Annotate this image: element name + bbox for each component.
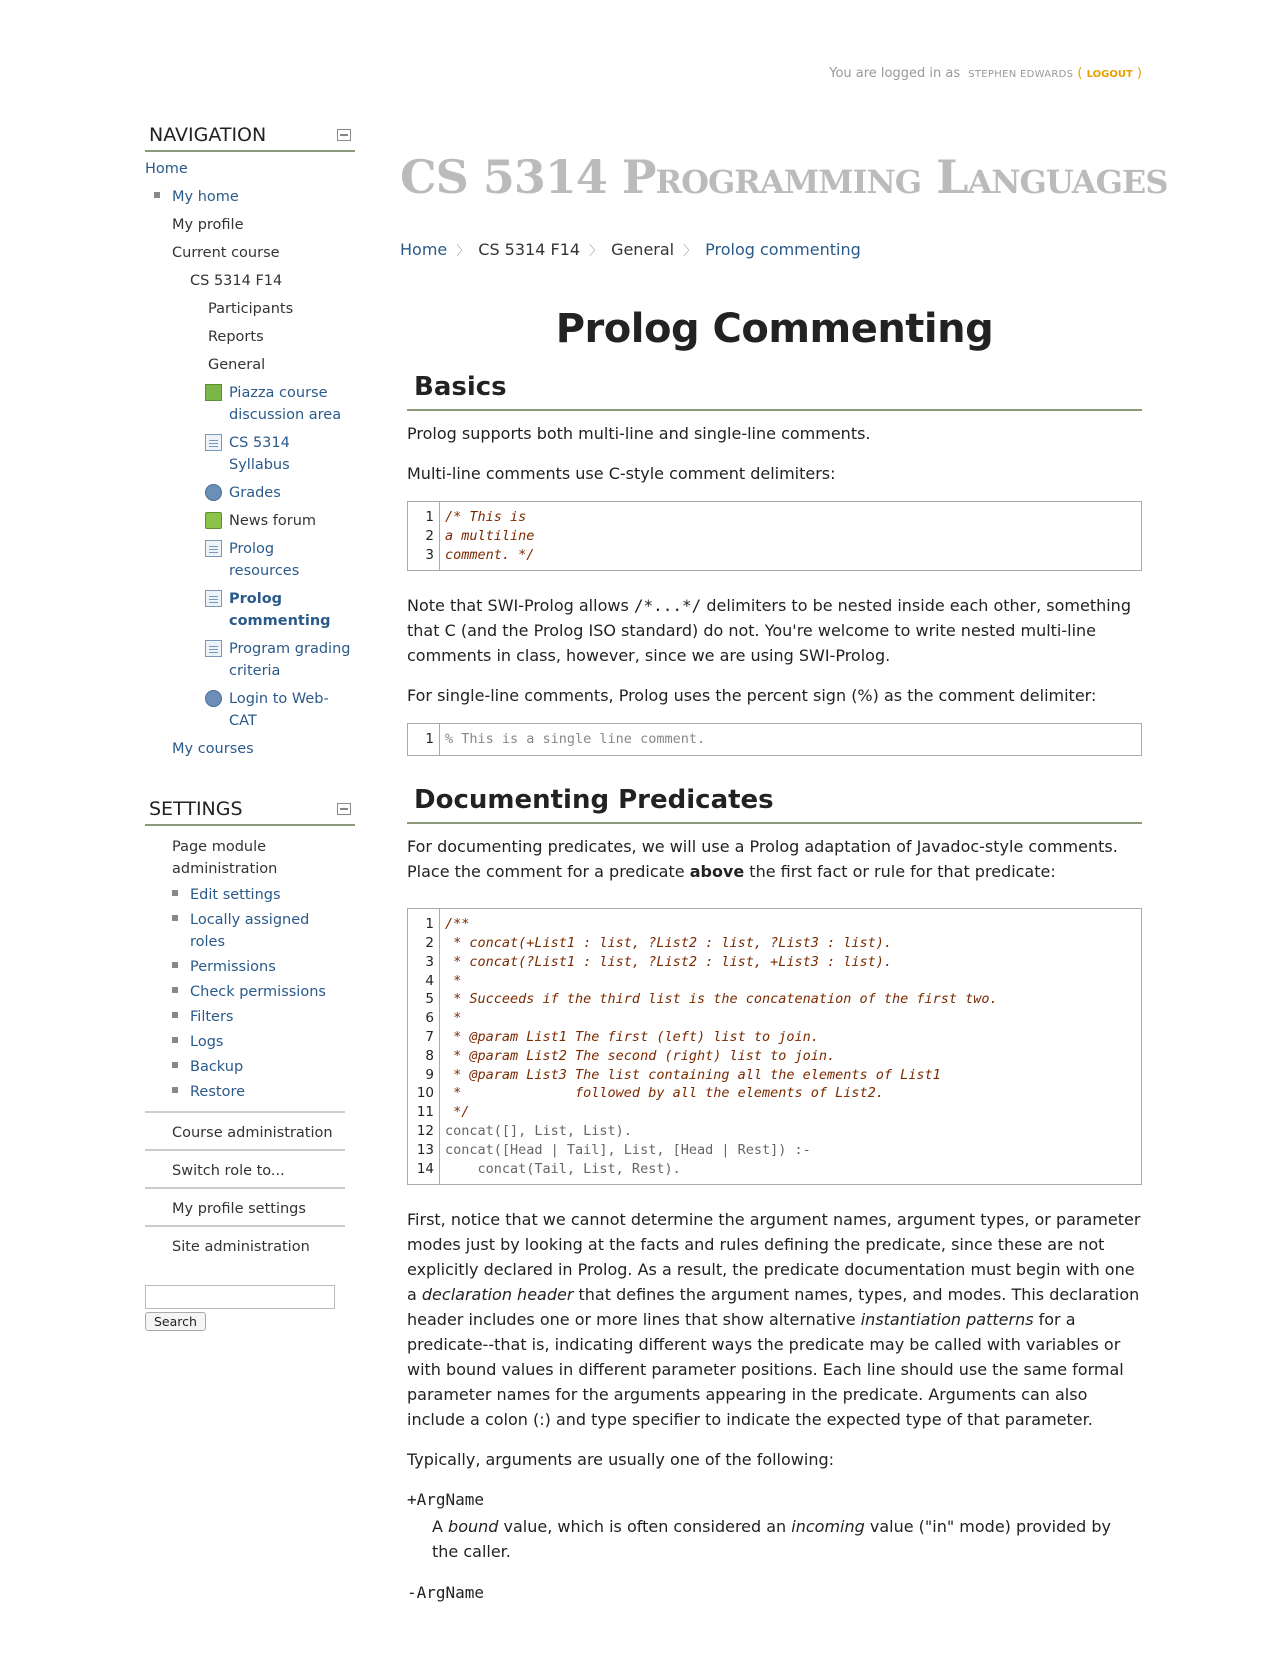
breadcrumb-home[interactable]: Home <box>400 240 448 259</box>
navigation-block-header <box>145 122 355 152</box>
page-title: Prolog Commenting <box>555 306 994 352</box>
bullet-icon <box>172 1012 178 1018</box>
bullet-icon <box>172 915 178 921</box>
arg-term: +ArgName <box>407 1490 485 1510</box>
navigation-title: NAVIGATION <box>149 124 267 146</box>
line-numbers: 1 2 3 4 5 6 7 8 9 10 11 12 13 14 <box>408 909 440 1184</box>
bullet-icon <box>172 962 178 968</box>
search-form <box>145 1285 355 1331</box>
site-title[interactable]: CS 5314 Programming Languages <box>400 150 1168 204</box>
nav-participants[interactable]: Participants <box>208 301 294 317</box>
nav-item-piazza[interactable]: Piazza course discussion area <box>229 385 342 423</box>
paragraph: For single-line comments, Prolog uses the percent sign (%) as the comment delimiter: <box>407 686 1097 706</box>
search-input[interactable] <box>145 1285 335 1309</box>
collapse-icon[interactable] <box>337 129 351 141</box>
arg-definition: A bound value, which is often considered an incoming value ("in" mode) provided by the caller. <box>432 1517 1111 1562</box>
search-button[interactable]: Search <box>145 1312 206 1331</box>
bullet-icon <box>172 890 178 896</box>
switch-role[interactable]: Switch role to... <box>172 1163 285 1179</box>
logged-in-text: You are logged in as <box>829 66 961 81</box>
page-icon <box>205 590 222 607</box>
settings-logs[interactable]: Logs <box>190 1034 224 1050</box>
nav-reports[interactable]: Reports <box>208 329 264 345</box>
breadcrumb-current[interactable]: Prolog commenting <box>705 240 861 259</box>
settings-title: SETTINGS <box>149 798 243 820</box>
nav-my-home[interactable]: My home <box>172 189 239 205</box>
nav-my-profile[interactable]: My profile <box>172 217 244 233</box>
breadcrumb: Home 〉 CS 5314 F14 〉 General 〉 Prolog commenting <box>400 240 861 259</box>
settings-block-header <box>145 796 355 826</box>
bullet-icon <box>172 1037 178 1043</box>
main-content <box>407 305 1142 1605</box>
settings-filters[interactable]: Filters <box>190 1009 234 1025</box>
paragraph: Typically, arguments are usually one of the following: <box>407 1450 835 1470</box>
nav-item-grades[interactable]: Grades <box>229 485 281 501</box>
collapse-icon[interactable] <box>337 803 351 815</box>
nav-course[interactable]: CS 5314 F14 <box>190 273 283 289</box>
nav-current-course[interactable]: Current course <box>172 245 280 261</box>
page-icon <box>205 434 222 451</box>
line-numbers: 1 2 3 <box>408 502 440 570</box>
settings-block <box>145 796 355 1255</box>
paragraph: For documenting predicates, we will use a Prolog adaptation of Javadoc-style comments. Place the comment for a predicate above the first fact or rule for that predicate: <box>407 837 1118 882</box>
bullet-icon <box>172 1087 178 1093</box>
code-text: /* This is a multiline comment. */ <box>445 509 535 563</box>
piazza-icon <box>205 384 222 401</box>
settings-check-permissions[interactable]: Check permissions <box>190 984 326 1000</box>
my-profile-settings[interactable]: My profile settings <box>172 1201 306 1217</box>
page-icon <box>205 640 222 657</box>
nav-home[interactable]: Home <box>145 161 188 177</box>
code-block-multiline <box>407 501 1142 571</box>
settings-permissions[interactable]: Permissions <box>190 959 276 975</box>
site-administration[interactable]: Site administration <box>172 1239 310 1255</box>
nav-item-grading-criteria[interactable]: Program grading criteria <box>229 641 351 679</box>
nav-item-news-forum[interactable]: News forum <box>229 513 317 529</box>
login-info: You are logged in as STEPHEN EDWARDS ( LOGOUT ) <box>829 66 1142 81</box>
code-text: /** * concat(+List1 : list, ?List2 : list, ?List3 : list). * concat(?List1 : list, ?List2 : list, +List3 : list). * * Succeeds if the third list is the concatenation of the first two. * * @param List1 The first (left) list to join. * @param List2 The second (right) list to join. * @param List3 The list containing all the elements of List1 * followed by all the elements of List2. */ concat([], List, List). concat([Head | Tail], List, [Head | Rest]) :- concat(Tail, List, Rest). <box>445 916 998 1177</box>
settings-roles[interactable]: Locally assigned roles <box>190 912 310 950</box>
nav-item-prolog-resources[interactable]: Prolog resources <box>229 541 300 579</box>
nav-general[interactable]: General <box>208 357 266 373</box>
bullet-icon <box>172 1062 178 1068</box>
paragraph: Note that SWI-Prolog allows /*...*/ delimiters to be nested inside each other, something that C (and the Prolog ISO standard) do not. You're welcome to write nested multi-line comments in class, however, since we are using SWI-Prolog. <box>407 596 1131 666</box>
bullet-icon <box>154 192 160 198</box>
nav-my-courses[interactable]: My courses <box>172 741 254 757</box>
documenting-predicates-heading: Documenting Predicates <box>407 784 1142 824</box>
quiz-icon <box>205 690 222 707</box>
paragraph: First, notice that we cannot determine the argument names, argument types, or parameter modes just by looking at the facts and rules defining the predicate, since these are not explicitly declared in Prolog. As a result, the predicate documentation must begin with one a declaration header that defines the argument names, types, and modes. This declaration header includes one or more lines that show alternative instantiation patterns for a predicate--that is, indicating different ways the predicate may be called with variables or with bound values in different parameter positions. Each line should use the same formal parameter names for the arguments appearing in the predicate. Arguments can also include a colon (:) and type specifier to indicate the expected type of that parameter. <box>407 1210 1141 1430</box>
settings-restore[interactable]: Restore <box>190 1084 246 1100</box>
paragraph: Prolog supports both multi-line and single-line comments. <box>407 424 871 443</box>
forum-icon <box>205 512 222 529</box>
paragraph: Multi-line comments use C-style comment delimiters: <box>407 464 836 483</box>
code-block-single-line <box>407 723 1142 756</box>
nav-item-webcat[interactable]: Login to Web-CAT <box>229 691 329 729</box>
nav-item-syllabus[interactable]: CS 5314 Syllabus <box>229 435 290 473</box>
line-numbers: 1 <box>408 724 440 755</box>
arg-term: -ArgName <box>407 1583 485 1603</box>
settings-backup[interactable]: Backup <box>190 1059 244 1075</box>
page-module-admin[interactable]: Page module administration <box>172 839 278 877</box>
code-text: % This is a single line comment. <box>445 731 706 748</box>
nav-item-prolog-commenting[interactable]: Prolog commenting <box>229 591 331 629</box>
breadcrumb-general[interactable]: General <box>611 240 675 259</box>
bullet-icon <box>172 987 178 993</box>
breadcrumb-course[interactable]: CS 5314 F14 <box>478 240 581 259</box>
settings-edit[interactable]: Edit settings <box>190 887 281 903</box>
course-administration[interactable]: Course administration <box>172 1125 333 1141</box>
logout-link[interactable]: LOGOUT <box>1086 69 1133 80</box>
username-link[interactable]: STEPHEN EDWARDS <box>968 69 1074 80</box>
page-icon <box>205 540 222 557</box>
basics-heading: Basics <box>407 371 1142 411</box>
quiz-icon <box>205 484 222 501</box>
code-block-concat <box>407 908 1142 1185</box>
navigation-tree <box>145 158 355 760</box>
sidebar <box>145 122 355 1331</box>
